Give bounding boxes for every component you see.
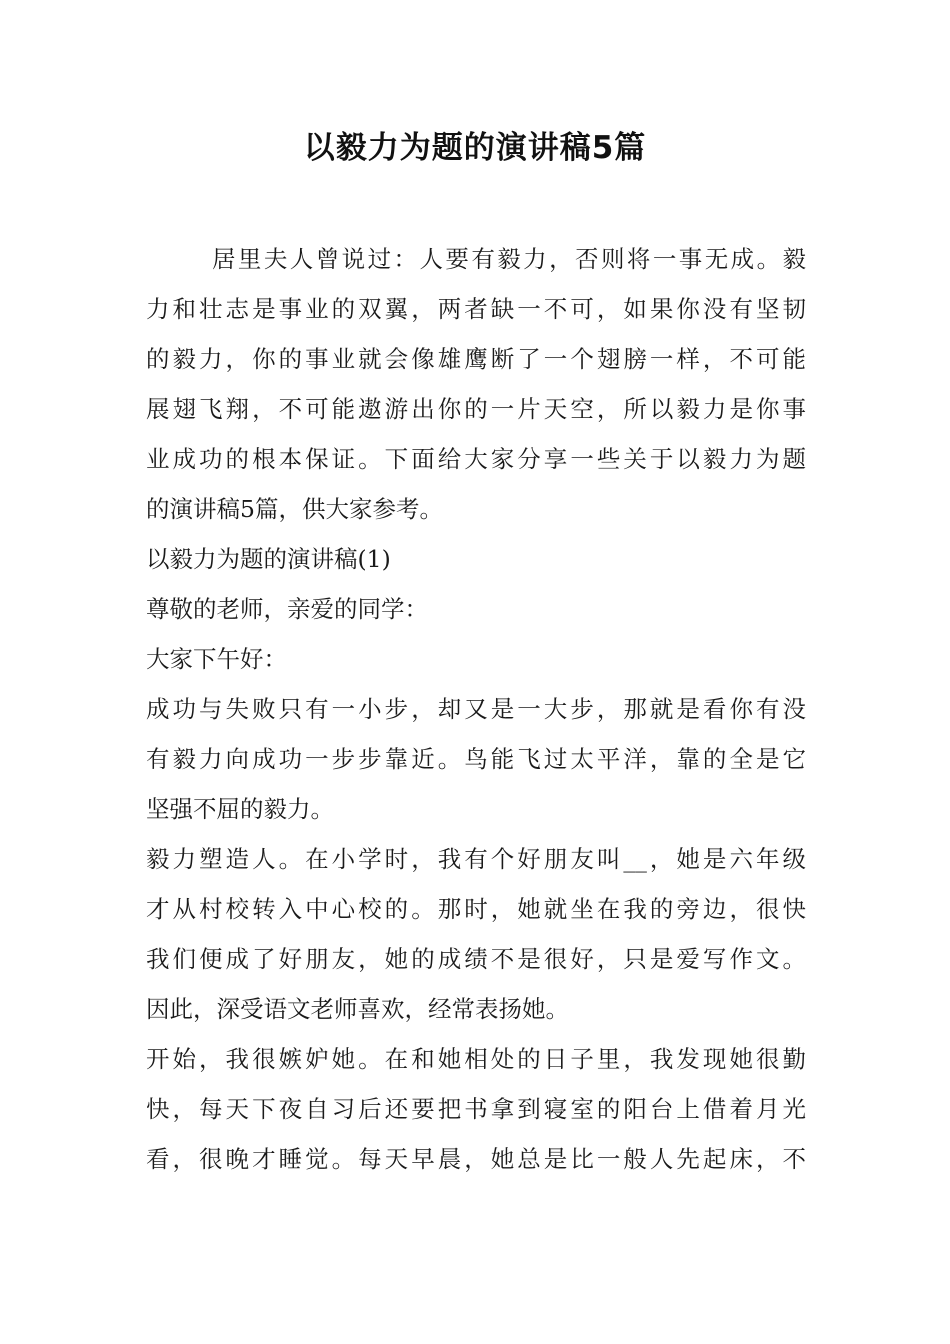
greeting-line: 大家下午好： — [146, 645, 287, 673]
paragraph-line: 看，很晚才睡觉。每天早晨，她总是比一般人先起床，不 — [146, 1145, 806, 1173]
paragraph-line: 的演讲稿5篇，供大家参考。 — [146, 495, 443, 523]
paragraph-line: 的毅力，你的事业就会像雄鹰断了一个翅膀一样，不可能 — [146, 345, 806, 373]
document-body — [146, 234, 806, 1184]
section-heading: 以毅力为题的演讲稿(1) — [146, 545, 391, 573]
paragraph-line: 成功与失败只有一小步，却又是一大步，那就是看你有没 — [146, 695, 806, 723]
paragraph-line: 居里夫人曾说过：人要有毅力，否则将一事无成。毅 — [212, 245, 806, 273]
paragraph-line: 展翅飞翔，不可能遨游出你的一片天空，所以毅力是你事 — [146, 395, 806, 423]
paragraph-line: 毅力塑造人。在小学时，我有个好朋友叫__，她是六年级 — [146, 845, 806, 873]
salutation-line: 尊敬的老师，亲爱的同学： — [146, 595, 428, 623]
document-title: 以毅力为题的演讲稿5篇 — [303, 130, 647, 166]
paragraph-line: 业成功的根本保证。下面给大家分享一些关于以毅力为题 — [146, 445, 806, 473]
paragraph-line: 因此，深受语文老师喜欢，经常表扬她。 — [146, 995, 569, 1023]
paragraph-line: 力和壮志是事业的双翼，两者缺一不可，如果你没有坚韧 — [146, 295, 806, 323]
paragraph-line: 我们便成了好朋友，她的成绩不是很好，只是爱写作文。 — [146, 945, 806, 973]
paragraph-line: 开始，我很嫉妒她。在和她相处的日子里，我发现她很勤 — [146, 1045, 806, 1073]
paragraph-line: 快，每天下夜自习后还要把书拿到寝室的阳台上借着月光 — [146, 1095, 806, 1123]
paragraph-line: 坚强不屈的毅力。 — [146, 795, 334, 823]
paragraph-line: 才从村校转入中心校的。那时，她就坐在我的旁边，很快 — [146, 895, 806, 923]
paragraph-line: 有毅力向成功一步步靠近。鸟能飞过太平洋，靠的全是它 — [146, 745, 806, 773]
